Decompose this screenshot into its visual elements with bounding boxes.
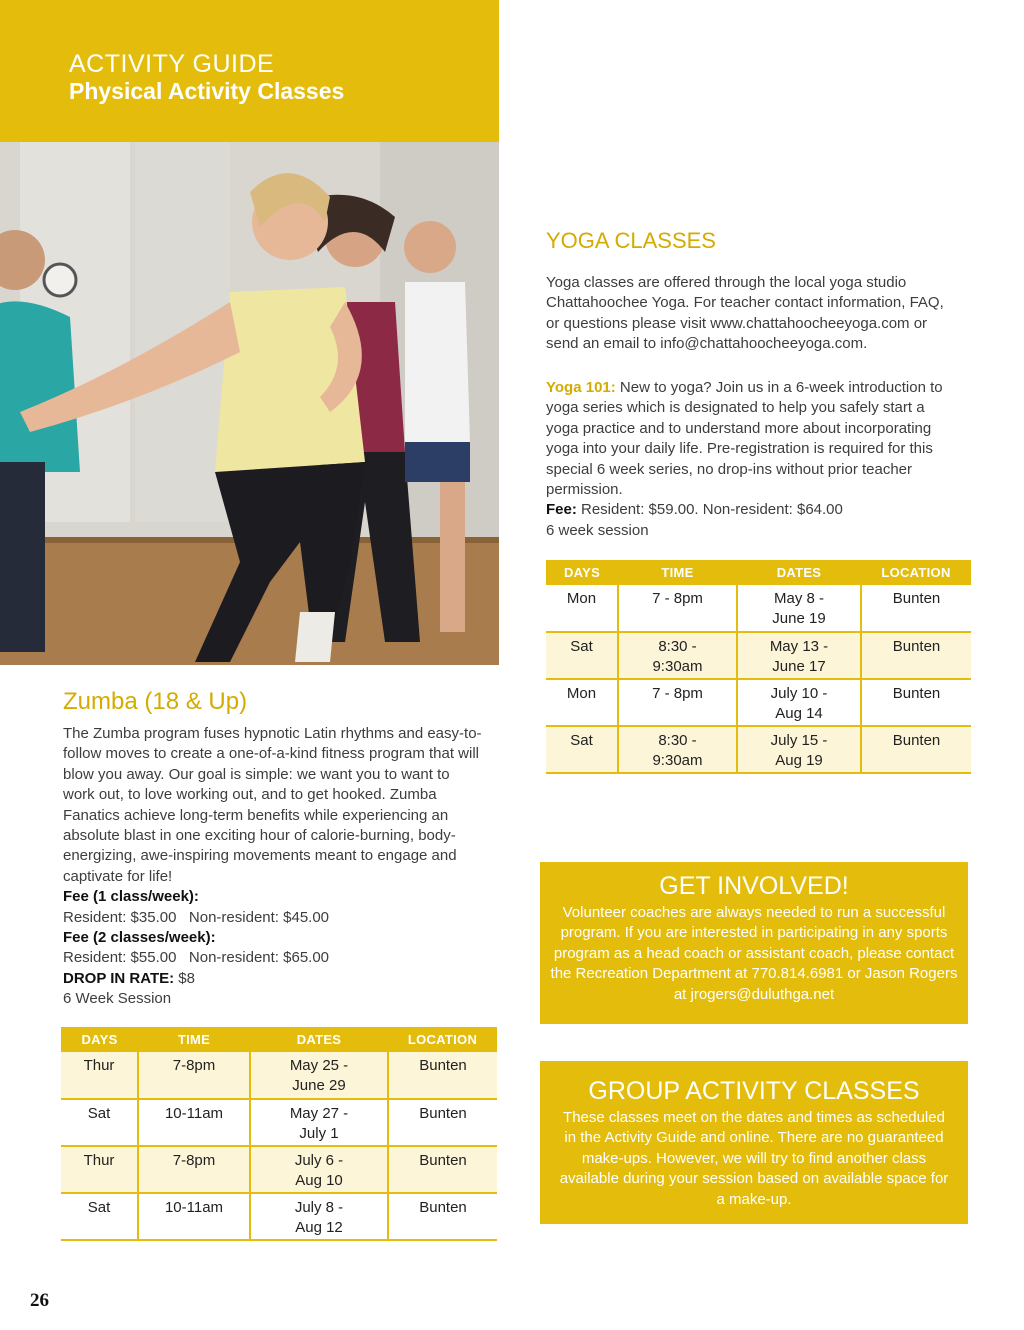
- cell-time: 7 - 8pm: [618, 679, 737, 726]
- yoga-fee-text: Resident: $59.00. Non-resident: $64.00: [576, 501, 843, 519]
- cell-days: Mon: [546, 679, 618, 726]
- group-classes-callout: [540, 1061, 968, 1224]
- cell-time: 10-11am: [138, 1099, 250, 1146]
- dance-class-photo: [0, 142, 499, 665]
- cell-dates: July 6 - Aug 10: [250, 1146, 388, 1193]
- yoga-col-days: DAYS: [546, 560, 618, 585]
- group-classes-title: GROUP ACTIVITY CLASSES: [588, 1077, 920, 1105]
- cell-time: 7 - 8pm: [618, 585, 737, 632]
- header-band: [0, 0, 499, 142]
- zumba-schedule-table: [61, 1027, 497, 1241]
- cell-location: Bunten: [388, 1099, 497, 1146]
- yoga-101-text: New to yoga? Join us in a 6-week introduction to yoga series which is designated to help you safely start a yoga practice and to understand more about incorporating yoga into your daily life. Pre-registration is required for this special 6 week series, no drop-ins without prior teacher permission.: [546, 379, 943, 499]
- cell-time: 8:30 - 9:30am: [618, 632, 737, 679]
- table-row: [546, 632, 971, 679]
- get-involved-callout: [540, 862, 968, 1024]
- zumba-fee2-label: Fee (2 classes/week):: [63, 929, 216, 947]
- cell-days: Sat: [546, 726, 618, 773]
- yoga-fee-label: Fee:: [546, 501, 577, 519]
- cell-days: Sat: [61, 1099, 138, 1146]
- cell-days: Thur: [61, 1052, 138, 1099]
- header-title: Physical Activity Classes: [69, 78, 345, 104]
- get-involved-title: GET INVOLVED!: [659, 872, 849, 900]
- cell-time: 7-8pm: [138, 1052, 250, 1099]
- zumba-title: Zumba (18 & Up): [63, 688, 248, 715]
- cell-time: 8:30 - 9:30am: [618, 726, 737, 773]
- cell-dates: May 8 - June 19: [737, 585, 861, 632]
- cell-dates: July 10 - Aug 14: [737, 679, 861, 726]
- cell-dates: July 8 - Aug 12: [250, 1193, 388, 1240]
- get-involved-text: Volunteer coaches are always needed to run a successful program. If you are interested in participating in any sports program as a head coach or assistant coach, please contact the Recreation Department at 770.814.6981 or Jason Rogers at jrogers@duluthga.net: [550, 904, 958, 1003]
- cell-location: Bunten: [388, 1146, 497, 1193]
- cell-location: Bunten: [861, 632, 971, 679]
- group-classes-text: These classes meet on the dates and times as scheduled in the Activity Guide and online. There are no guaranteed make-ups. However, we will try to find another class available during your session based on available space for a make-up.: [559, 1109, 949, 1208]
- zumba-dropin-label: DROP IN RATE:: [63, 969, 175, 987]
- yoga-schedule-table: [546, 560, 971, 774]
- table-row: [61, 1146, 497, 1193]
- zumba-description: The Zumba program fuses hypnotic Latin rhythms and easy-to-follow moves to create a one-of-a-kind fitness program that will blow you away. Our goal is simple: we want you to want to work out, to love working out, and to get hooked. Zumba Fanatics achieve long-term benefits while experiencing an absolute blast in one exciting hour of calorie-burning, body-energizing, awe-inspiring movements meant to engage and captivate for life!: [63, 725, 482, 885]
- zumba-col-time: TIME: [138, 1027, 250, 1052]
- cell-location: Bunten: [861, 679, 971, 726]
- table-row: [546, 585, 971, 632]
- zumba-dropin-value: $8: [174, 969, 195, 987]
- table-row: [546, 679, 971, 726]
- cell-location: Bunten: [388, 1193, 497, 1240]
- zumba-session: 6 Week Session: [63, 990, 172, 1008]
- yoga-session: 6 week session: [546, 521, 649, 539]
- yoga-col-location: LOCATION: [861, 560, 971, 585]
- zumba-details: [63, 724, 483, 1010]
- zumba-col-days: DAYS: [61, 1027, 138, 1052]
- yoga-intro: Yoga classes are offered through the local yoga studio Chattahoochee Yoga. For teacher contact information, FAQ, or questions please visit www.chattahoocheeyoga.com or send an email to info@chattahoocheeyoga.com.: [546, 274, 944, 353]
- yoga-title: YOGA CLASSES: [546, 228, 716, 253]
- cell-days: Thur: [61, 1146, 138, 1193]
- cell-location: Bunten: [388, 1052, 497, 1099]
- table-row: [546, 726, 971, 773]
- zumba-fee2-text: Resident: $55.00 Non-resident: $65.00: [63, 949, 330, 967]
- yoga-101-label: Yoga 101:: [546, 379, 616, 396]
- yoga-col-time: TIME: [618, 560, 737, 585]
- zumba-fee1-text: Resident: $35.00 Non-resident: $45.00: [63, 908, 330, 926]
- cell-time: 7-8pm: [138, 1146, 250, 1193]
- zumba-col-location: LOCATION: [388, 1027, 497, 1052]
- cell-location: Bunten: [861, 726, 971, 773]
- cell-dates: July 15 - Aug 19: [737, 726, 861, 773]
- zumba-col-dates: DATES: [250, 1027, 388, 1052]
- yoga-101-details: [546, 378, 958, 541]
- cell-dates: May 13 - June 17: [737, 632, 861, 679]
- cell-days: Mon: [546, 585, 618, 632]
- table-row: [61, 1052, 497, 1099]
- table-row: [61, 1099, 497, 1146]
- zumba-table-header-row: [61, 1027, 497, 1052]
- cell-location: Bunten: [861, 585, 971, 632]
- yoga-col-dates: DATES: [737, 560, 861, 585]
- cell-dates: May 25 - June 29: [250, 1052, 388, 1099]
- zumba-fee1-label: Fee (1 class/week):: [63, 888, 199, 906]
- yoga-table-header-row: [546, 560, 971, 585]
- cell-days: Sat: [61, 1193, 138, 1240]
- cell-days: Sat: [546, 632, 618, 679]
- cell-time: 10-11am: [138, 1193, 250, 1240]
- header-kicker: ACTIVITY GUIDE: [69, 50, 275, 78]
- cell-dates: May 27 - July 1: [250, 1099, 388, 1146]
- page-number: 26: [30, 1290, 49, 1311]
- table-row: [61, 1193, 497, 1240]
